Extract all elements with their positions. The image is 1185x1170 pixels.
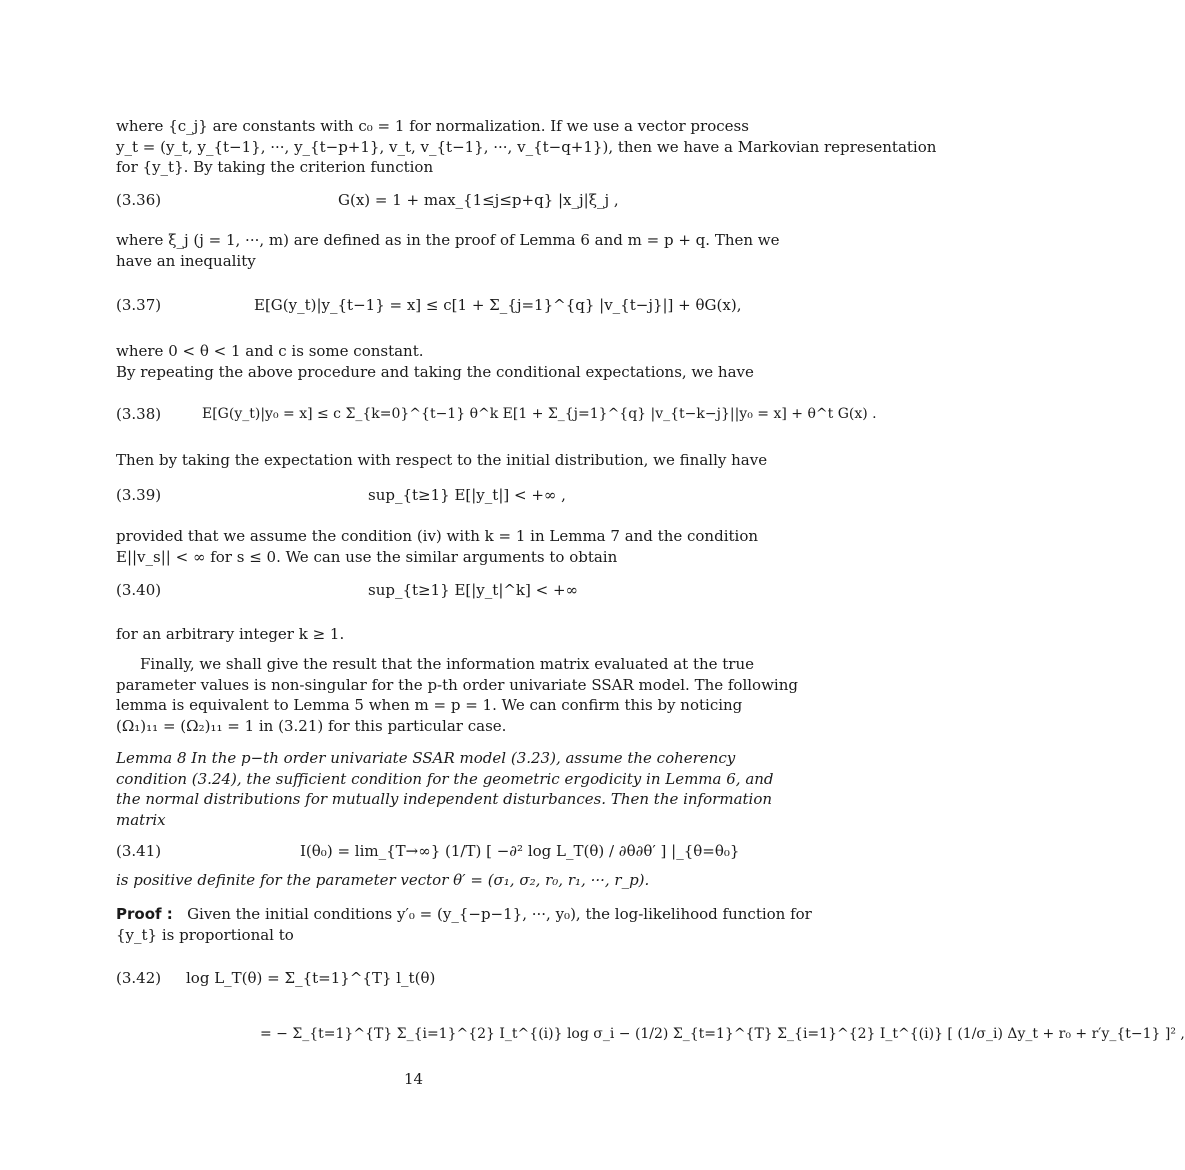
equation-3-38	[116, 402, 877, 426]
proof-label: Proof :	[116, 905, 173, 923]
equation-body: E[G(y_t)|y_{t−1} = x] ≤ c[1 + Σ_{j=1}^{q} |v_{t−j}|] + θG(x),	[254, 296, 742, 314]
equation-body: = − Σ_{t=1}^{T} Σ_{i=1}^{2} I_t^{(i)} log σ_i − (1/2) Σ_{t=1}^{T} Σ_{i=1}^{2} I_t^{(i)} [ (1/σ_i) Δy_t + r₀ + r′y_{t−1} ]² ,	[260, 1026, 1185, 1042]
equation-3-42	[116, 966, 746, 990]
equation-number: (3.38)	[116, 405, 162, 423]
equation-number: (3.42)	[116, 969, 162, 987]
equation-body: G(x) = 1 + max_{1≤j≤p+q} |x_j|ξ_j ,	[338, 191, 619, 209]
equation-3-37	[116, 293, 746, 317]
paragraph-inequality-intro	[116, 230, 780, 271]
text-line: Finally, we shall give the result that the information matrix evaluated at the true	[140, 655, 755, 673]
paragraph-arbitrary-integer	[116, 624, 746, 645]
text-line: where ξ_j (j = 1, ···, m) are defined as in the proof of Lemma 6 and m = p + q. Then we	[116, 231, 780, 249]
text-line: provided that we assume the condition (iv) with k = 1 in Lemma 7 and the condition	[116, 527, 759, 545]
equation-3-41	[116, 836, 746, 866]
text-line: for an arbitrary integer k ≥ 1.	[116, 625, 345, 643]
equation-number: (3.37)	[116, 296, 162, 314]
paragraph-information-matrix	[116, 654, 798, 736]
equation-3-36	[116, 188, 746, 212]
text-line	[116, 904, 812, 925]
equation-body: sup_{t≥1} E[|y_t|] < +∞ ,	[368, 486, 566, 504]
paragraph-markov-representation	[116, 116, 937, 178]
lemma-8-conclusion	[116, 870, 746, 891]
equation-number: (3.41)	[116, 842, 162, 860]
text-line: Then by taking the expectation with respect to the initial distribution, we finally have	[116, 451, 768, 469]
equation-number: (3.39)	[116, 486, 162, 504]
text-line: y_t = (y_t, y_{t−1}, ···, y_{t−p+1}, v_t, v_{t−1}, ···, v_{t−q+1}), then we have a Markovian representation	[116, 137, 937, 156]
equation-body: sup_{t≥1} E[|y_t|^k] < +∞	[368, 581, 579, 599]
equation-3-39	[116, 483, 746, 507]
text-line: have an inequality	[116, 251, 256, 270]
equation-body: E[G(y_t)|y₀ = x] ≤ c Σ_{k=0}^{t−1} θ^k E[1 + Σ_{j=1}^{q} |v_{t−k−j}||y₀ = x] + θ^t G(x) .	[202, 406, 877, 422]
text-line: lemma is equivalent to Lemma 5 when m = p = 1. We can confirm this by noticing	[116, 696, 743, 714]
text-line: {y_t} is proportional to	[116, 925, 294, 944]
proof-paragraph	[116, 904, 812, 945]
text-line: By repeating the above procedure and taking the conditional expectations, we have	[116, 362, 754, 381]
text-line: is positive definite for the parameter vector θ′ = (σ₁, σ₂, r₀, r₁, ···, r_p).	[116, 871, 650, 889]
equation-number: (3.36)	[116, 191, 162, 209]
equation-3-40	[116, 578, 746, 602]
paragraph-expectation	[116, 450, 768, 471]
paragraph-condition-iv	[116, 526, 759, 567]
lemma-8	[116, 748, 774, 830]
text-span: Given the initial conditions y′₀ = (y_{−p−1}, ···, y₀), the log-likelihood function for	[187, 905, 812, 923]
text-line: (Ω₁)₁₁ = (Ω₂)₁₁ = 1 in (3.21) for this particular case.	[116, 716, 507, 735]
text-line: Lemma 8 In the p−th order univariate SSAR model (3.23), assume the coherency	[116, 749, 736, 767]
equation-number: (3.40)	[116, 581, 162, 599]
text-line: the normal distributions for mutually independent disturbances. Then the information	[116, 790, 773, 808]
page-number: 14	[403, 1070, 424, 1088]
equation-body: log L_T(θ) = Σ_{t=1}^{T} l_t(θ)	[186, 969, 436, 987]
equation-body: I(θ₀) = lim_{T→∞} (1/T) [ −∂² log L_T(θ) / ∂θ∂θ′ ] |_{θ=θ₀}	[300, 842, 740, 860]
text-line: for {y_t}. By taking the criterion function	[116, 158, 434, 176]
text-line: where 0 < θ < 1 and c is some constant.	[116, 342, 424, 360]
text-line: matrix	[116, 810, 166, 829]
paragraph-constants	[116, 341, 754, 382]
text-line: parameter values is non-singular for the p-th order univariate SSAR model. The following	[116, 675, 798, 694]
equation-3-42-continued	[116, 1022, 1185, 1046]
text-line: E||v_s|| < ∞ for s ≤ 0. We can use the similar arguments to obtain	[116, 547, 618, 566]
text-line: where {c_j} are constants with c₀ = 1 for normalization. If we use a vector process	[116, 117, 749, 135]
text-line: condition (3.24), the sufficient condition for the geometric ergodicity in Lemma 6, and	[116, 769, 774, 788]
